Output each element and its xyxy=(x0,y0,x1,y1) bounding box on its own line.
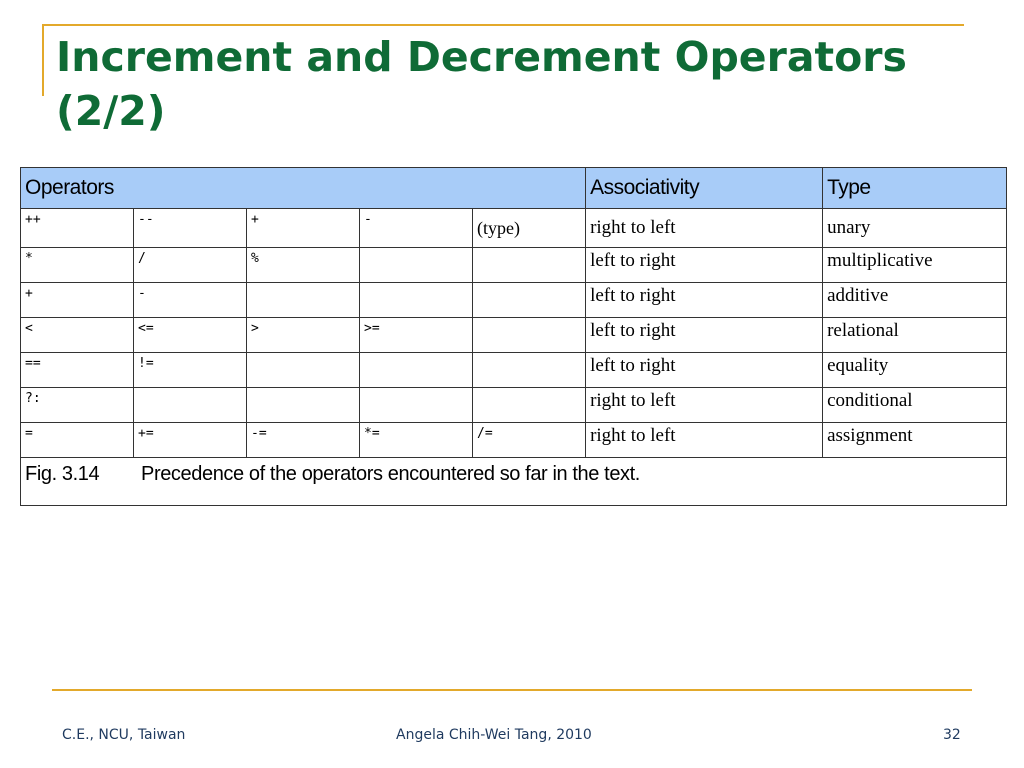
operator-cell xyxy=(473,318,586,353)
operator-cell xyxy=(473,283,586,318)
operator-cell xyxy=(134,388,247,423)
table-row xyxy=(21,353,1007,388)
operator-cell: > xyxy=(247,318,360,353)
header-type: Type xyxy=(823,168,1007,209)
operator-cell: ++ xyxy=(21,209,134,248)
operator-cell xyxy=(360,248,473,283)
operator-cell: <= xyxy=(134,318,247,353)
operator-cell: *= xyxy=(360,423,473,458)
slide-title: Increment and Decrement Operators (2/2) xyxy=(56,33,907,135)
operator-cell: >= xyxy=(360,318,473,353)
operator-cell xyxy=(247,283,360,318)
table-row xyxy=(21,388,1007,423)
operator-cell: == xyxy=(21,353,134,388)
operator-cell xyxy=(360,283,473,318)
operator-precedence-table xyxy=(20,167,1007,506)
table-row xyxy=(21,283,1007,318)
table-header-row xyxy=(21,168,1007,209)
operator-cell xyxy=(360,353,473,388)
operator-cell: += xyxy=(134,423,247,458)
operator-cell xyxy=(247,353,360,388)
associativity-cell: left to right xyxy=(586,248,823,283)
operator-cell: -- xyxy=(134,209,247,248)
operator-cell: - xyxy=(360,209,473,248)
operator-cell: / xyxy=(134,248,247,283)
associativity-cell: left to right xyxy=(586,283,823,318)
bottom-rule xyxy=(52,689,972,691)
footer-author: Angela Chih-Wei Tang, 2010 xyxy=(396,727,592,743)
operator-cell xyxy=(473,353,586,388)
operator-cell: != xyxy=(134,353,247,388)
operator-cell: ?: xyxy=(21,388,134,423)
operator-cell: (type) xyxy=(473,209,586,248)
type-cell: relational xyxy=(823,318,1007,353)
type-cell: equality xyxy=(823,353,1007,388)
operator-cell: < xyxy=(21,318,134,353)
operator-cell xyxy=(473,248,586,283)
operator-cell: * xyxy=(21,248,134,283)
operator-cell xyxy=(473,388,586,423)
associativity-cell: right to left xyxy=(586,209,823,248)
associativity-cell: left to right xyxy=(586,318,823,353)
table-row xyxy=(21,318,1007,353)
top-rule xyxy=(42,24,964,26)
table-row xyxy=(21,248,1007,283)
caption-label: Fig. 3.14 xyxy=(25,463,100,485)
operator-cell xyxy=(247,388,360,423)
left-rule xyxy=(42,24,44,96)
type-cell: assignment xyxy=(823,423,1007,458)
associativity-cell: right to left xyxy=(586,388,823,423)
operator-cell: + xyxy=(247,209,360,248)
table-row xyxy=(21,423,1007,458)
operator-cell: + xyxy=(21,283,134,318)
header-operators: Operators xyxy=(21,168,586,209)
type-cell: conditional xyxy=(823,388,1007,423)
header-associativity: Associativity xyxy=(586,168,823,209)
footer-institution: C.E., NCU, Taiwan xyxy=(62,727,186,743)
operator-cell: - xyxy=(134,283,247,318)
operator-cell xyxy=(360,388,473,423)
figure-caption xyxy=(21,458,1007,506)
caption-row xyxy=(21,458,1007,506)
operator-cell: /= xyxy=(473,423,586,458)
table-row xyxy=(21,209,1007,248)
associativity-cell: left to right xyxy=(586,353,823,388)
type-cell: multiplicative xyxy=(823,248,1007,283)
operator-cell: = xyxy=(21,423,134,458)
page-number: 32 xyxy=(943,727,961,743)
operator-cell: -= xyxy=(247,423,360,458)
type-cell: additive xyxy=(823,283,1007,318)
associativity-cell: right to left xyxy=(586,423,823,458)
type-cell: unary xyxy=(823,209,1007,248)
operator-cell: % xyxy=(247,248,360,283)
caption-text: Precedence of the operators encountered so far in the text. xyxy=(141,463,640,485)
